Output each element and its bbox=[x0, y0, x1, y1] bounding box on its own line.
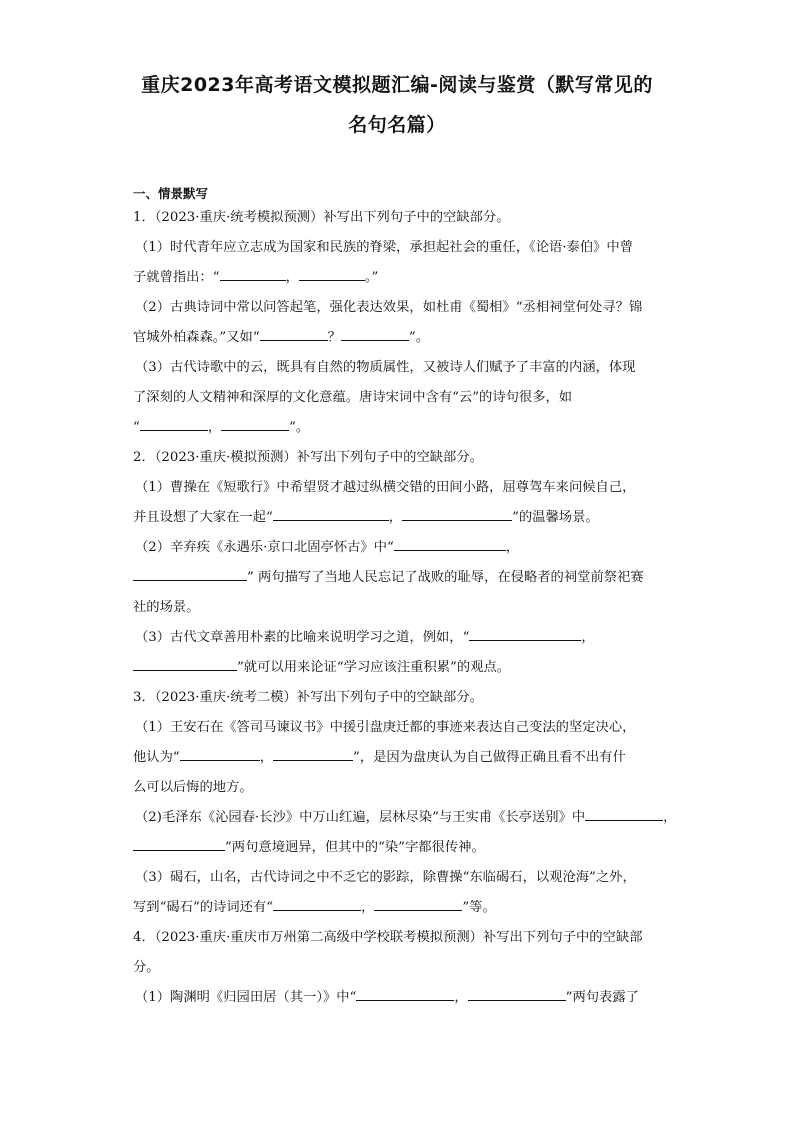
answer-blank[interactable] bbox=[468, 986, 566, 1001]
answer-blank[interactable] bbox=[341, 326, 409, 341]
question-3-heading: 3．（2023·重庆·统考二模）补写出下列句子中的空缺部分。 bbox=[133, 690, 483, 705]
q2-part2-blanks: ” 两句描写了当地人民忘记了战败的耻辱，在侵略者的祠堂前祭祀赛 bbox=[133, 566, 668, 590]
q3-part2-text: （2)毛泽东《沁园春·长沙》中万山红遍，层林尽染”与王实甫《长亭送别》中 ， bbox=[133, 806, 668, 830]
answer-blank[interactable] bbox=[585, 806, 663, 821]
answer-blank[interactable] bbox=[394, 536, 506, 551]
answer-blank[interactable] bbox=[273, 896, 361, 911]
q3-part1-text-2: 么可以后悔的地方。 bbox=[133, 780, 253, 795]
q4-part1-blanks: （1）陶渊明《归园田居（其一）》中“ ， ”两句表露了 bbox=[133, 986, 668, 1010]
q2-part1-blanks: 并且设想了大家在一起“ ， ”的温馨场景。 bbox=[133, 506, 668, 530]
answer-blank[interactable] bbox=[260, 326, 328, 341]
q3-part1-text: （1）王安石在《答司马谏议书》中援引盘庚迁都的事迹来表达自己变法的坚定决心， bbox=[135, 720, 636, 735]
question-4-heading: 4．（2023·重庆·重庆市万州第二高级中学校联考模拟预测）补写出下列句子中的空缺部 bbox=[133, 930, 643, 945]
answer-blank[interactable] bbox=[133, 836, 225, 851]
answer-blank[interactable] bbox=[273, 506, 389, 521]
q2-part3-text: （3）古代文章善用朴素的比喻来说明学习之道，例如，“ ， bbox=[133, 626, 668, 650]
q3-part2-blanks: ”两句意境迥异，但其中的“染”字都很传神。 bbox=[133, 836, 668, 860]
q1-part3-text: （3）古代诗歌中的云，既具有自然的物质属性，又被诗人们赋予了丰富的内涵，体现 bbox=[135, 360, 636, 375]
q2-part1-text: （1）曹操在《短歌行》中希望贤才越过纵横交错的田间小路，屈尊驾车来问候自己， bbox=[135, 480, 636, 495]
q1-part2-text: （2）古典诗词中常以问答起笔，强化表达效果，如杜甫《蜀相》“丞相祠堂何处寻？锦 bbox=[135, 300, 643, 315]
q2-part2-text: （2）辛弃疾《永遇乐·京口北固亭怀古》中“ ， bbox=[133, 536, 668, 560]
q1-part3-blanks: “ ， ”。 bbox=[133, 416, 668, 440]
answer-blank[interactable] bbox=[133, 656, 237, 671]
answer-blank[interactable] bbox=[140, 416, 208, 431]
question-2-heading: 2．（2023·重庆·模拟预测）补写出下列句子中的空缺部分。 bbox=[133, 450, 483, 465]
q3-part3-text: （3）碣石，山名，古代诗词之中不乏它的影踪，除曹操“东临碣石，以观沧海”之外， bbox=[135, 870, 636, 885]
answer-blank[interactable] bbox=[133, 566, 247, 581]
q1-part1-text: （1）时代青年应立志成为国家和民族的脊梁，承担起社会的重任，《论语·泰伯》中曾 bbox=[135, 240, 634, 255]
question-4-heading-2: 分。 bbox=[133, 960, 160, 975]
title-line-1: 重庆2023年高考语文模拟题汇编-阅读与鉴赏（默写常见的 bbox=[141, 74, 653, 96]
q3-part3-blanks: 写到“碣石”的诗词还有“ ， ”等。 bbox=[133, 896, 668, 920]
answer-blank[interactable] bbox=[374, 896, 462, 911]
q3-part1-blanks: 他认为“ ， ”，是因为盘庚认为自己做得正确且看不出有什 bbox=[133, 746, 668, 770]
answer-blank[interactable] bbox=[356, 986, 454, 1001]
answer-blank[interactable] bbox=[180, 746, 260, 761]
answer-blank[interactable] bbox=[273, 746, 353, 761]
section-heading: 一、情景默写 bbox=[133, 186, 209, 201]
answer-blank[interactable] bbox=[469, 626, 581, 641]
question-1-heading: 1．（2023·重庆·统考模拟预测）补写出下列句子中的空缺部分。 bbox=[133, 210, 510, 225]
answer-blank[interactable] bbox=[299, 266, 365, 281]
answer-blank[interactable] bbox=[402, 506, 512, 521]
title-line-2: 名句名篇） bbox=[348, 114, 446, 136]
answer-blank[interactable] bbox=[221, 416, 289, 431]
q1-part2-blanks: 官城外柏森森。”又如“ ？ ”。 bbox=[133, 326, 668, 350]
document-body bbox=[133, 182, 677, 1010]
q2-part3-blanks: ”就可以用来论证“学习应该注重积累”的观点。 bbox=[133, 656, 668, 680]
answer-blank[interactable] bbox=[220, 266, 286, 281]
q2-part2-text-2: 社的场景。 bbox=[133, 600, 200, 615]
q1-part3-text-2: 了深刻的人文精神和深厚的文化意蕴。唐诗宋词中含有“云”的诗句很多，如 bbox=[133, 390, 573, 405]
q1-part1-blanks: 子就曾指出：“ ， 。” bbox=[133, 266, 668, 290]
